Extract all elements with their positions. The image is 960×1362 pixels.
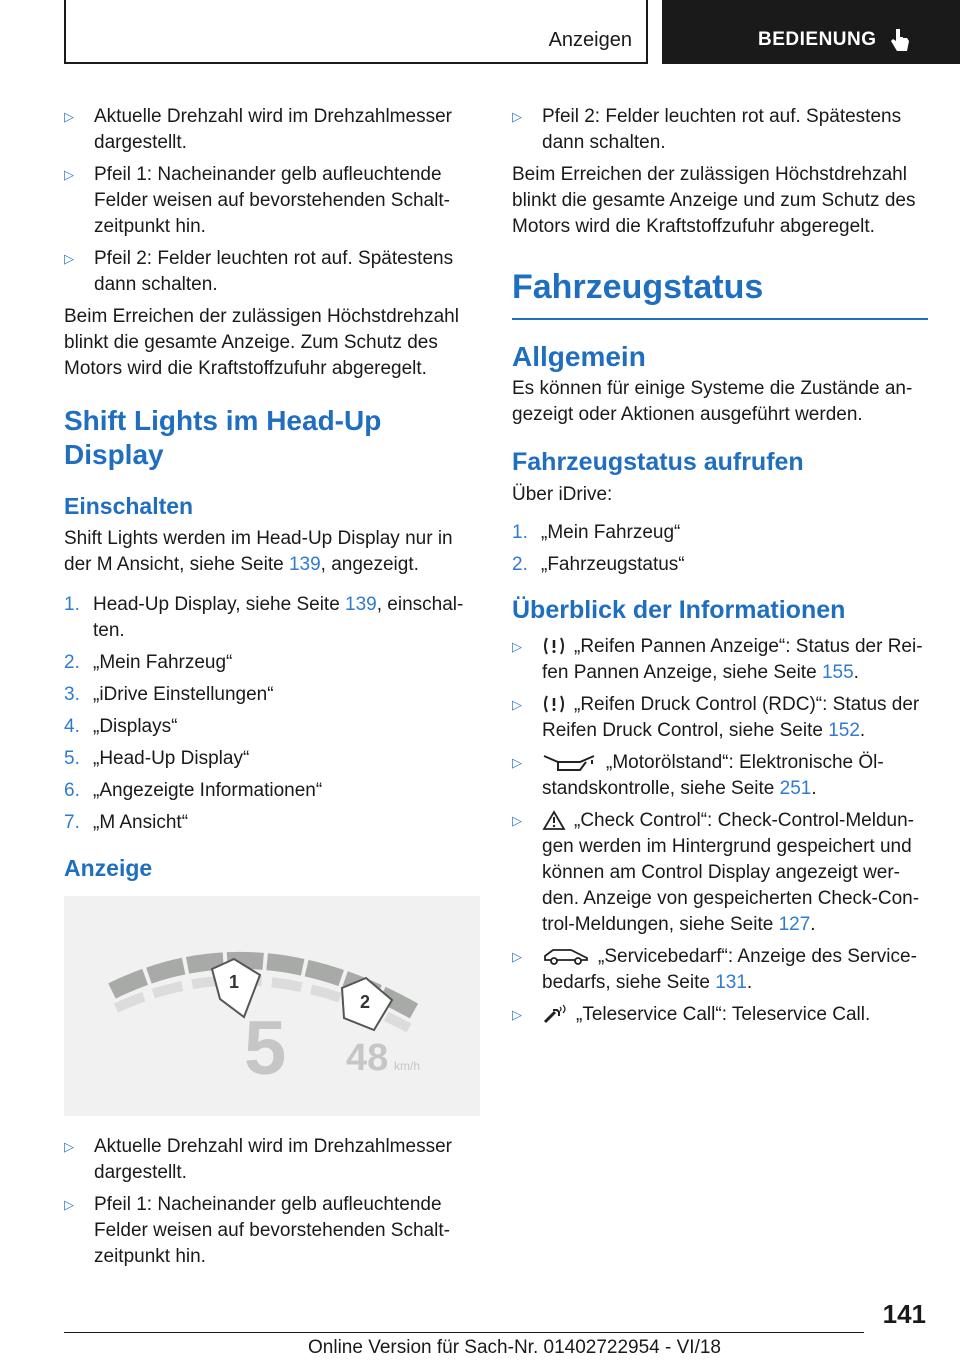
heading-allgemein: Allgemein — [512, 341, 646, 372]
header-chapter-title: BEDIENUNG — [758, 29, 877, 50]
page-link[interactable]: 139 — [288, 554, 321, 575]
list-item: 2. „Fahrzeugstatus“ — [512, 554, 685, 575]
heading-shift-lights: Shift Lights im Head-Up Display — [64, 405, 382, 470]
heading-ueberblick: Überblick der Informationen — [512, 596, 846, 624]
footer-divider — [64, 1332, 864, 1333]
list-item: ▷ „Check Control“: Check-Control-Meldun-gen werden im Hintergrund gespeichert und können am Control Display angezeigt wer-den. Anzeige von gespeicherten Check-Con-trol-Meldungen, siehe Seite 127. — [512, 808, 928, 938]
triangle-bullet-icon: ▷ — [512, 1007, 522, 1022]
list-item: ▷ Pfeil 1: Nacheinander gelb aufleuchtende Felder weisen auf bevorstehenden Schalt-zeitpunkt hin. — [64, 1192, 480, 1270]
triangle-bullet-icon: ▷ — [64, 167, 74, 182]
triangle-bullet-icon: ▷ — [64, 1197, 74, 1212]
triangle-bullet-icon: ▷ — [512, 109, 522, 124]
triangle-bullet-icon: ▷ — [512, 755, 522, 770]
wrench-signal-icon — [542, 1004, 568, 1024]
header-chapter-box — [662, 0, 960, 64]
footer-text: Online Version für Sach-Nr. 01402722954 - VI/18 — [308, 1337, 721, 1358]
arrow-label-2: 2 — [360, 992, 371, 1012]
list-item: ▷ „Reifen Pannen Anzeige“: Status der Rei-fen Pannen Anzeige, siehe Seite 155. — [512, 634, 928, 686]
page-link[interactable]: 131 — [715, 972, 747, 993]
heading-fahrzeugstatus: Fahrzeugstatus — [512, 266, 928, 320]
header-section-title: Anzeigen — [548, 29, 632, 51]
heading-aufrufen: Fahrzeugstatus aufrufen — [512, 448, 804, 476]
car-service-icon — [542, 946, 590, 966]
page-link[interactable]: 152 — [828, 720, 860, 741]
paragraph: Beim Erreichen der zulässigen Höchstdrehzahl blinkt die gesamte Anzeige und zum Schutz des Motors wird die Kraftstoffzufuhr abgeregelt. — [512, 164, 916, 237]
list-item: 5. „Head-Up Display“ — [64, 748, 250, 769]
paragraph: Über iDrive: — [512, 484, 613, 505]
triangle-bullet-icon: ▷ — [512, 639, 522, 654]
triangle-bullet-icon: ▷ — [64, 109, 74, 124]
list-item: 6. „Angezeigte Informationen“ — [64, 780, 323, 801]
list-item: ▷ „Reifen Druck Control (RDC)“: Status der Reifen Druck Control, siehe Seite 152. — [512, 692, 928, 744]
list-item: 4. „Displays“ — [64, 716, 178, 737]
speed-value: 48 — [346, 1037, 389, 1079]
triangle-bullet-icon: ▷ — [64, 1139, 74, 1154]
warning-triangle-icon — [542, 810, 566, 830]
triangle-bullet-icon: ▷ — [64, 251, 74, 266]
header-section-box — [64, 0, 648, 64]
list-item: ▷ Pfeil 2: Felder leuchten rot auf. Spätestens dann schalten. — [512, 104, 928, 156]
pointing-hand-icon — [890, 27, 910, 53]
gear-indicator: 5 — [244, 1006, 287, 1091]
paragraph: Beim Erreichen der zulässigen Höchstdrehzahl blinkt die gesamte Anzeige. Zum Schutz des Motors wird die Kraftstoffzufuhr abgeregelt. — [64, 306, 459, 379]
triangle-bullet-icon: ▷ — [512, 949, 522, 964]
tire-warning-icon — [542, 636, 566, 656]
page-link[interactable]: 251 — [779, 778, 812, 799]
list-item: ▷ Aktuelle Drehzahl wird im Drehzahlmesser dargestellt. — [64, 104, 480, 156]
list-item: 2. „Mein Fahrzeug“ — [64, 652, 233, 673]
list-item: ▷ Aktuelle Drehzahl wird im Drehzahlmesser dargestellt. — [64, 1134, 480, 1186]
triangle-bullet-icon: ▷ — [512, 697, 522, 712]
list-item: ▷ „Teleservice Call“: Teleservice Call. — [512, 1002, 928, 1028]
left-column — [64, 104, 480, 1276]
page-link[interactable]: 155 — [821, 662, 854, 683]
paragraph: Shift Lights werden im Head-Up Display nur in der M Ansicht, siehe Seite 139, angezeigt. — [64, 528, 453, 575]
list-item: ▷ Pfeil 1: Nacheinander gelb aufleuchtende Felder weisen auf bevorstehenden Schalt-zeitpunkt hin. — [64, 162, 480, 240]
page-link[interactable]: 139 — [345, 594, 377, 615]
arrow-label-1: 1 — [229, 972, 240, 992]
page-link[interactable]: 127 — [778, 914, 811, 935]
list-item: 1. Head-Up Display, siehe Seite 139, einschal-ten. — [64, 594, 464, 641]
list-item: 1. „Mein Fahrzeug“ — [512, 522, 681, 543]
list-item: 3. „iDrive Einstellungen“ — [64, 684, 274, 705]
list-item: 7. „M Ansicht“ — [64, 812, 189, 833]
right-column — [512, 104, 928, 1034]
shift-lights-figure — [64, 896, 480, 1116]
list-item: ▷ „Servicebedarf“: Anzeige des Service-bedarfs, siehe Seite 131. — [512, 944, 928, 996]
list-item: ▷ Pfeil 2: Felder leuchten rot auf. Spätestens dann schalten. — [64, 246, 480, 298]
page-number: 141 — [882, 1299, 926, 1329]
heading-anzeige: Anzeige — [64, 855, 153, 881]
triangle-bullet-icon: ▷ — [512, 813, 522, 828]
list-item: ▷ „Motorölstand“: Elektronische Öl-standskontrolle, siehe Seite 251. — [512, 750, 928, 802]
tire-pressure-icon — [542, 694, 566, 714]
heading-einschalten: Einschalten — [64, 493, 194, 519]
paragraph: Es können für einige Systeme die Zustände an-gezeigt oder Aktionen ausgeführt werden. — [512, 378, 913, 425]
oil-can-icon — [542, 752, 598, 772]
speed-unit: km/h — [394, 1059, 421, 1073]
